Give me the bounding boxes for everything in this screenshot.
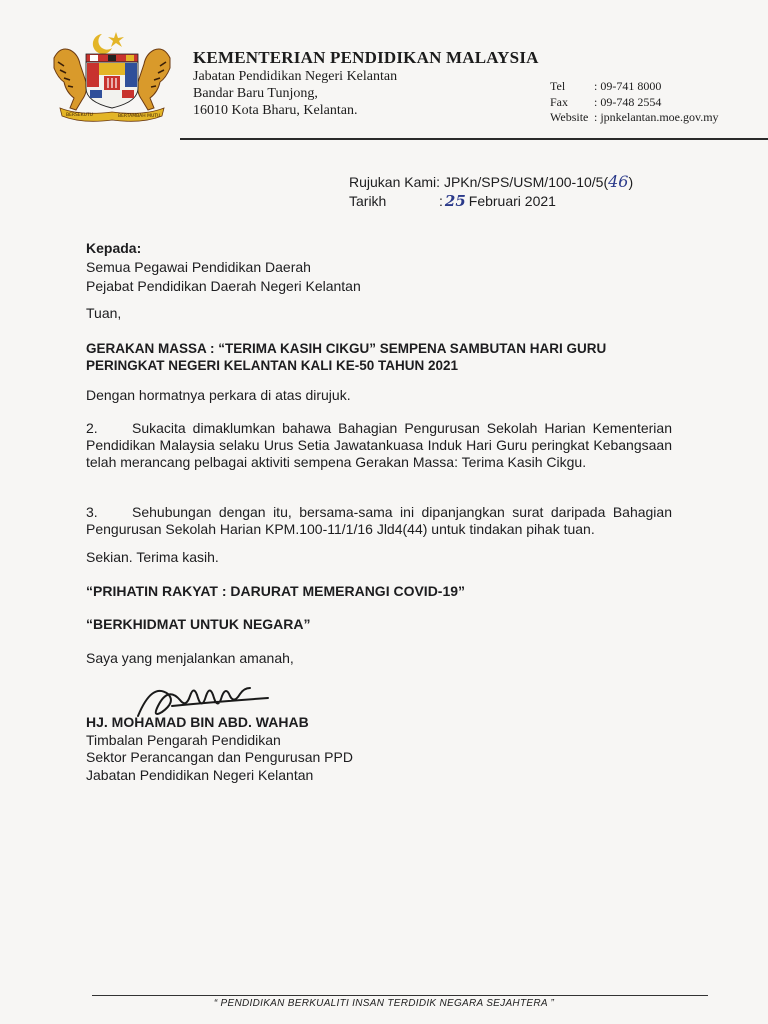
slogan-covid: “PRIHATIN RAKYAT : DARURAT MEMERANGI COVID-19” [86, 583, 466, 599]
signatory-title-3: Jabatan Pendidikan Negeri Kelantan [86, 766, 314, 783]
handwritten-date-day: 25 [444, 192, 466, 210]
letterhead-organisation [193, 48, 539, 119]
subject-line-2: PERINGKAT NEGERI KELANTAN KALI KE-50 TAHUN 2021 [86, 358, 459, 373]
ministry-name: KEMENTERIAN PENDIDIKAN MALAYSIA [193, 48, 539, 67]
recipient-line-1: Semua Pegawai Pendidikan Daerah [86, 259, 311, 275]
contact-tel: Tel : 09-741 8000 [550, 79, 662, 93]
footer-motto: “ PENDIDIKAN BERKUALITI INSAN TERDIDIK NEGARA SEJAHTERA ” [213, 998, 555, 1009]
paragraph-3-text: Sehubungan dengan itu, bersama-sama ini dipanjangkan surat daripada Bahagian Pengurusan Sekolah Harian KPM.100-11/1/16 Jld4(44) untuk tindakan pihak tuan. [86, 504, 672, 537]
address-line-1: Bandar Baru Tunjong, [193, 86, 318, 101]
address-line-2: 16010 Kota Bharu, Kelantan. [193, 103, 358, 118]
recipient-block [86, 239, 361, 296]
slogan-berkhidmat: “BERKHIDMAT UNTUK NEGARA” [86, 616, 311, 632]
department-name: Jabatan Pendidikan Negeri Kelantan [193, 69, 398, 84]
contact-fax: Fax : 09-748 2554 [550, 94, 662, 109]
signatory-block [86, 714, 353, 784]
coat-of-arms-icon [46, 28, 178, 124]
paragraph-2 [86, 420, 672, 471]
recipient-line-2: Pejabat Pendidikan Daerah Negeri Kelantan [86, 278, 361, 294]
letterhead-contacts [550, 79, 719, 126]
signatory-title-1: Timbalan Pengarah Pendidikan [86, 731, 281, 748]
svg-text:BERSEKUTU: BERSEKUTU [66, 113, 93, 118]
paragraph-2-text: Sukacita dimaklumkan bahawa Bahagian Pengurusan Sekolah Harian Kementerian Pendidikan Malaysia selaku Urus Setia Jawatankuasa Induk Hari Guru peringkat Kebangsaan telah merancang pelbagai aktiviti sempena Gerakan Massa: Terima Kasih Cikgu. [86, 420, 672, 470]
reference-date: Tarikh : 25 Februari 2021 [349, 192, 556, 210]
paragraph-3-number: 3. [86, 504, 98, 520]
closing: Sekian. Terima kasih. [86, 549, 219, 565]
handwritten-reference-number: 46 [608, 172, 629, 191]
paragraph-3 [86, 504, 672, 538]
letterhead-divider [180, 138, 768, 140]
reference-number: Rujukan Kami: JPKn/SPS/USM/100-10/5( 46 ) [349, 172, 634, 191]
paragraph-2-number: 2. [86, 420, 98, 436]
subject-line-1: GERAKAN MASSA : “TERIMA KASIH CIKGU” SEMPENA SAMBUTAN HARI GURU [86, 341, 607, 356]
contact-website: Website : jpnkelantan.moe.gov.my [550, 110, 719, 124]
salutation: Tuan, [86, 305, 122, 321]
sign-off: Saya yang menjalankan amanah, [86, 650, 294, 666]
footer-divider [92, 995, 708, 996]
signatory-name: HJ. MOHAMAD BIN ABD. WAHAB [86, 714, 309, 730]
opening-paragraph: Dengan hormatnya perkara di atas dirujuk. [86, 387, 351, 403]
reference-block [349, 172, 633, 211]
svg-text:BERTAMBAH MUTU: BERTAMBAH MUTU [118, 114, 161, 119]
recipient-kepada: Kepada: [86, 240, 142, 256]
signatory-title-2: Sektor Perancangan dan Pengurusan PPD [86, 749, 353, 765]
subject [86, 340, 606, 374]
